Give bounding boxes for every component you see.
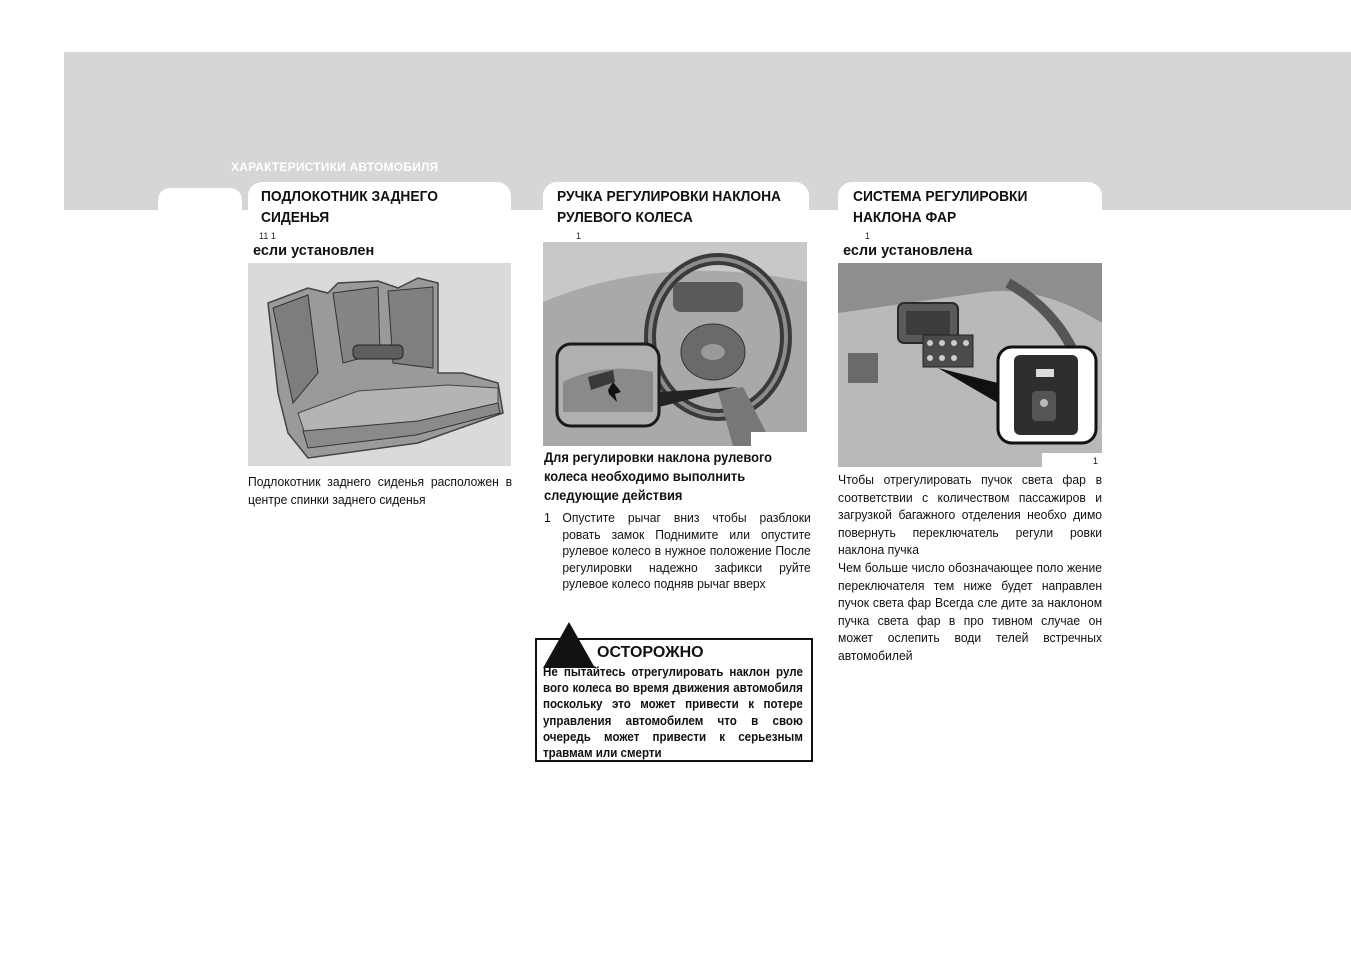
headlight-leveling-image [838,263,1102,467]
warning-title: ОСТОРОЖНО [597,644,704,661]
col1-title [261,186,438,228]
step-number: 1 [544,510,551,525]
col2-step [544,510,811,593]
col1-ref: 11 1 [259,231,276,241]
col3-subtitle: если установлена [843,243,973,259]
col2-intro: Для регулировки наклона рулевого колеса необходимо выполнить следующие действия [544,449,773,503]
col3-ref: 1 [865,231,871,241]
col3-title-line1: СИСТЕМА РЕГУЛИРОВКИ [853,188,1028,205]
warning-box [535,638,813,762]
col2-ref: 1 [576,231,582,241]
page-number-tab [158,188,242,212]
step-text: Опустите рычаг вниз чтобы разблоки ровать замок Поднимите или опустите рулевое колесо в нужное положение После регулировки надежно зафикси руйте рулевое колесо подняв рычаг вверх [562,510,811,591]
warning-text: Не пытайтесь отрегулировать наклон руле вого колеса во время движения автомобиля поскольку это может привести к потере управления автомобилем что в свою очередь может привести к серьезным травмам или смерти [543,664,803,761]
col3-para1: Чтобы отрегулировать пучок света фар в соответствии с количеством пассажиров и загрузкой багажного отделения необхо димо повернуть переключатель регули ровки наклона пучка [838,472,1103,558]
col3-title [853,186,1027,228]
col1-title-line1: ПОДЛОКОТНИК ЗАДНЕГО [261,188,438,205]
col2-title-line1: РУЧКА РЕГУЛИРОВКИ НАКЛОНА [557,188,782,205]
section-label: ХАРАКТЕРИСТИКИ АВТОМОБИЛЯ [231,160,439,174]
col3-image-tag: 1 [1042,454,1102,468]
col1-body: Подлокотник заднего сиденья расположен в центре спинки заднего сиденья [248,474,513,507]
rear-seat-armrest-image [248,263,511,466]
col2-title-line2: РУЛЕВОГО КОЛЕСА [557,209,693,226]
steering-tilt-lever-image [543,242,807,446]
col3-title-line2: НАКЛОНА ФАР [853,209,957,226]
col1-subtitle: если установлен [253,243,375,259]
col2-title [557,186,781,228]
col3-para2: Чем больше число обозначающее поло жение переключателя тем ниже будет направлен пучок света фар Всегда сле дите за наклоном пучка света фар в про тивном случае он может ослепить води телей встречных автомобилей [838,559,1103,663]
col3-body [838,471,1102,665]
col1-title-line2: СИДЕНЬЯ [261,209,330,226]
